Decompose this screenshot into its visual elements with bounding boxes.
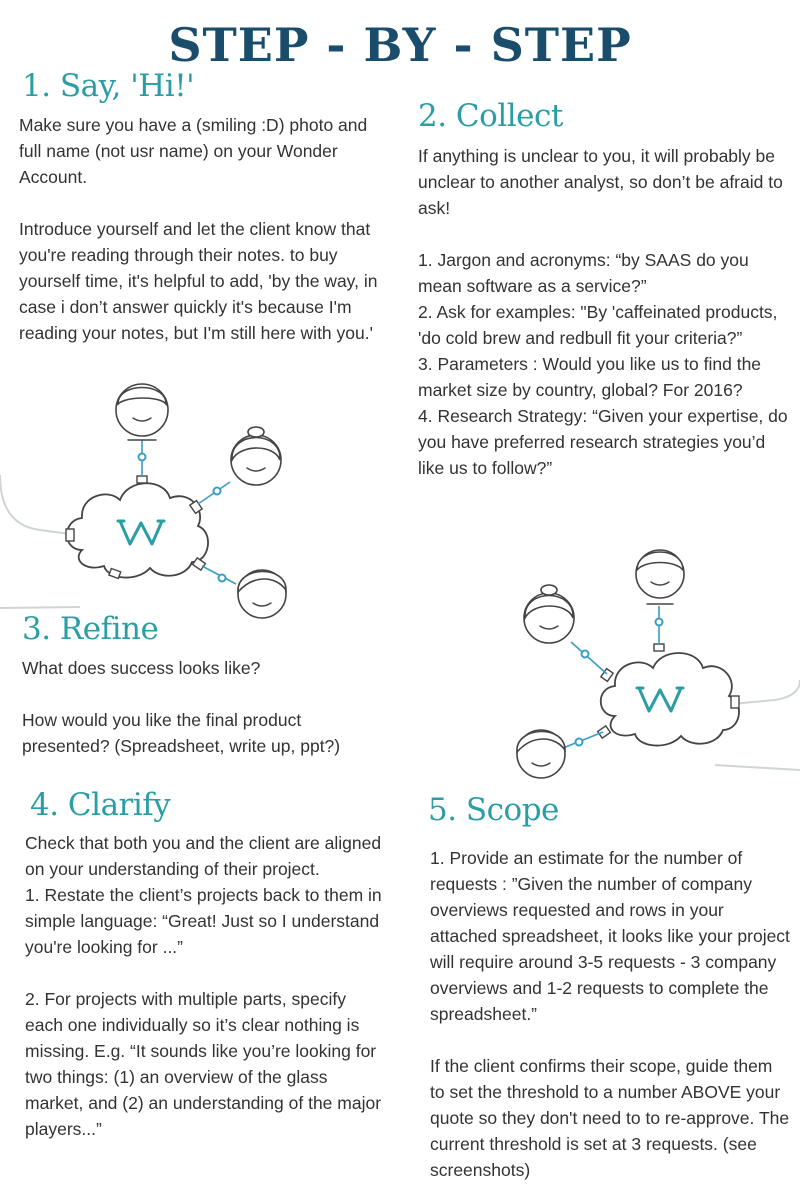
left-cloud-network-illustration: [0, 360, 300, 630]
section-heading-clarify: 4. Clarify: [30, 787, 171, 823]
person-avatar-icon: [231, 427, 281, 485]
person-avatar-icon: [636, 550, 684, 604]
section-text-say-hi: Make sure you have a (smiling :D) photo and full name (not usr name) on your Wonder Account. Introduce yourself and let the client know that you're reading through their notes. to buy yourself time, it's helpful to add, 'by the way, in case i don’t answer quickly it's because I'm reading your notes, but I'm still here with you.': [19, 115, 378, 343]
cloud-icon: [601, 653, 739, 746]
person-avatar-icon: [116, 384, 168, 440]
section-text-scope: 1. Provide an estimate for the number of requests : ”Given the number of company overviews requested and rows in your attached spreadsheet, it looks like your project will require around 3-5 requests - 3 company overviews and 1-2 requests to complete the spreadsheet.” If the client confirms their scope, guide them to set the threshold to a number ABOVE your quote so they don't need to to re-approve. The current threshold is set at 3 requests. (see screenshots): [430, 848, 790, 1180]
right-cloud-network-illustration: [505, 540, 800, 790]
section-text-collect: If anything is unclear to you, it will probably be unclear to another analyst, so don’t be afraid to ask! 1. Jargon and acronyms: “by SAAS do you mean software as a service?” 2. Ask for examples: "By 'caffeinated products, 'do cold brew and redbull fit your criteria?” 3. Parameters : Would you like us to find the market size by country, global? For 2016? 4. Research Strategy: “Given your expertise, do you have preferred research strategies you’d like us to follow?”: [418, 146, 788, 478]
person-avatar-icon: [238, 570, 286, 618]
section-heading-collect: 2. Collect: [418, 98, 563, 134]
section-text-refine: What does success looks like? How would you like the final product presented? (Spreadsheet, write up, ppt?): [22, 658, 341, 756]
person-avatar-icon: [517, 730, 565, 778]
page-title: STEP - BY - STEP: [168, 18, 632, 72]
person-avatar-icon: [524, 585, 574, 643]
section-heading-say-hi: 1. Say, 'Hi!': [22, 68, 195, 104]
section-text-clarify: Check that both you and the client are aligned on your understanding of their project. 1. Restate the client’s projects back to them in simple language: “Great! Just so I understand you're looking for ...” 2. For projects with multiple parts, specify each one individually so it’s clear nothing is missing. E.g. “It sounds like you’re looking for two things: (1) an overview of the glass market, and (2) an understanding of the major players...”: [25, 833, 382, 1139]
section-heading-refine: 3. Refine: [22, 611, 159, 647]
section-heading-scope: 5. Scope: [428, 792, 559, 828]
